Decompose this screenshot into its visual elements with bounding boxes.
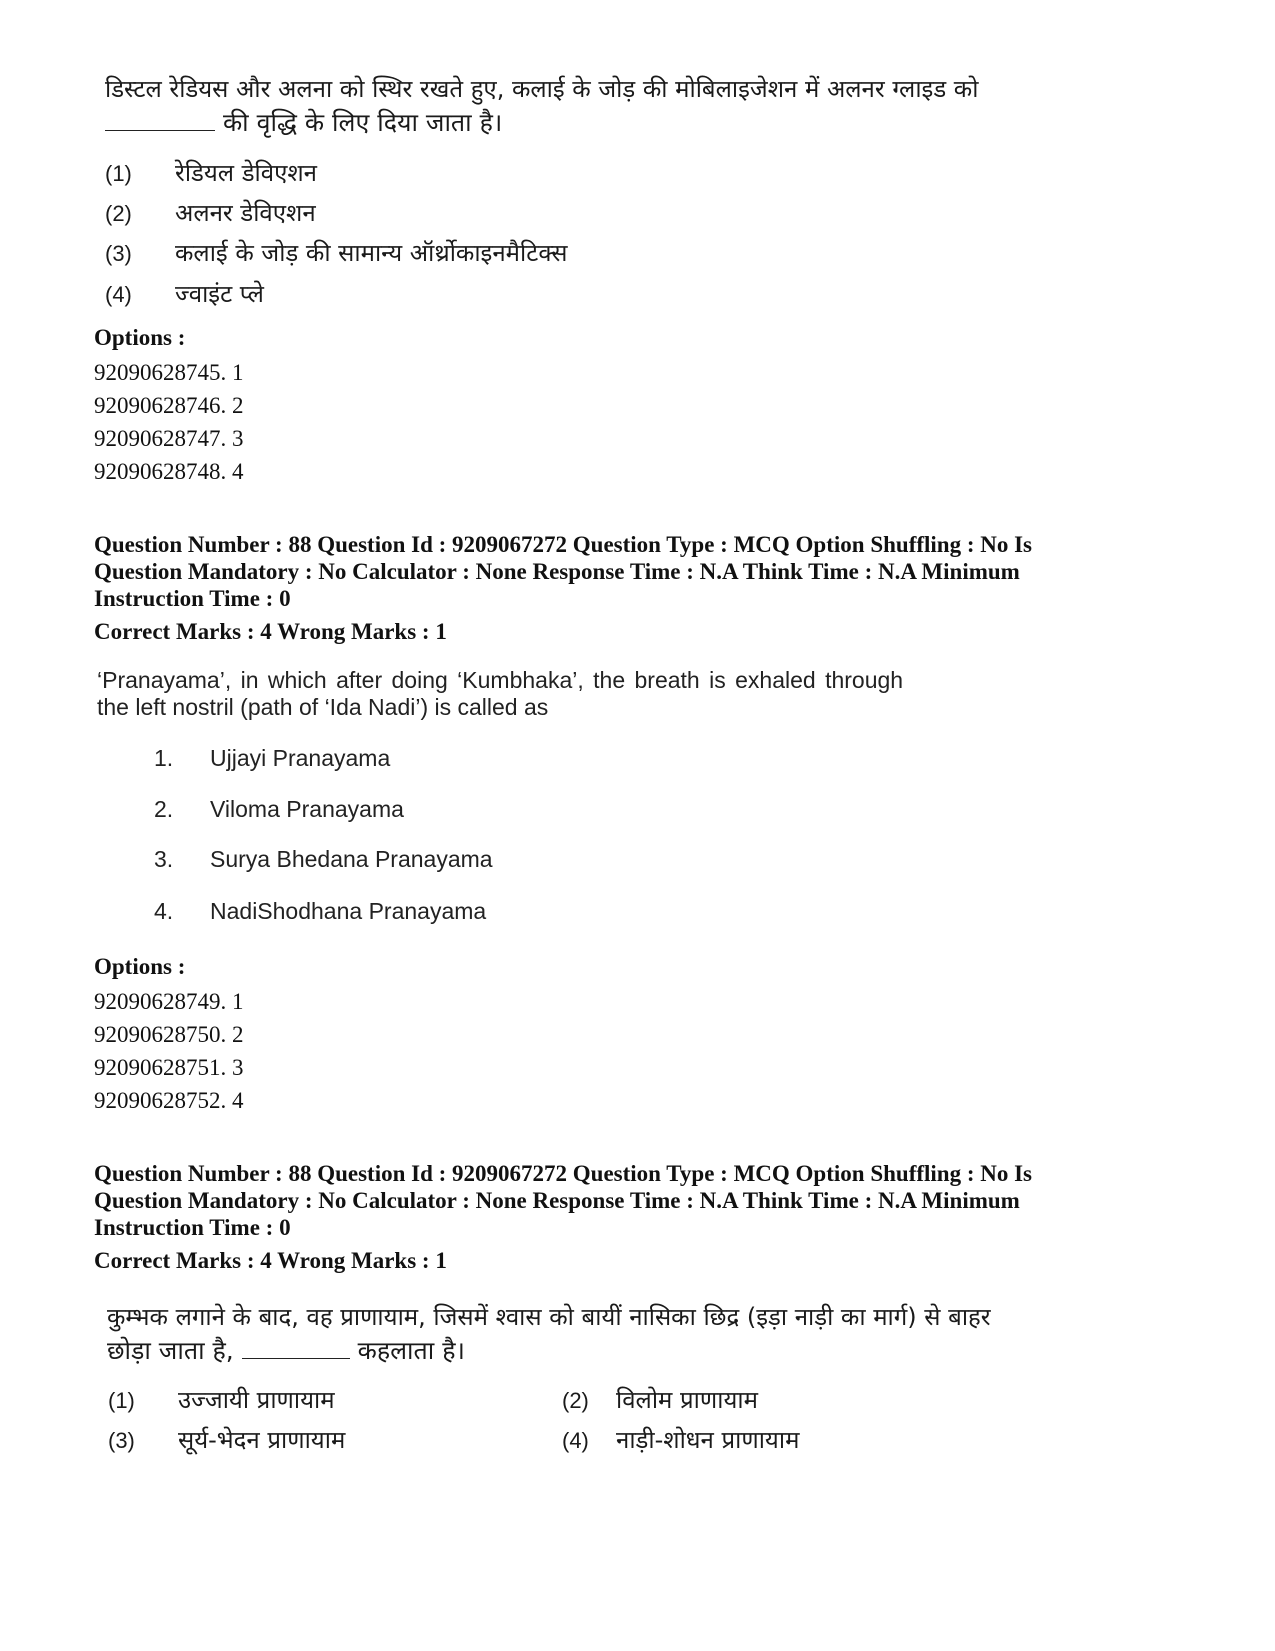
option-id-line: 92090628748. 4 [94, 459, 244, 484]
option-text: अलनर डेविएशन [175, 199, 316, 227]
question-text-line: the left nostril (path of ‘Ida Nadi’) is called as [97, 694, 549, 720]
option-number: (2) [562, 1388, 589, 1413]
option-number: (3) [108, 1428, 135, 1453]
english-option-1 [154, 745, 390, 772]
meta-line: Instruction Time : 0 [94, 1215, 291, 1240]
option-number: (2) [105, 201, 132, 226]
english-question-88 [97, 667, 997, 721]
question-text-after-blank: की वृद्धि के लिए दिया जाता है। [222, 108, 503, 137]
question-text-line: डिस्टल रेडियस और अलना को स्थिर रखते हुए, कलाई के जोड़ की मोबिलाइजेशन में अलनर ग्लाइड को [105, 75, 979, 103]
english-option-4 [154, 898, 486, 925]
option-text: रेडियल डेविएशन [175, 159, 318, 187]
fill-blank [242, 1336, 350, 1359]
english-option-3 [154, 846, 493, 873]
question-text-line [105, 106, 1185, 140]
question-text-line [107, 1334, 1187, 1368]
meta-line: Question Number : 88 Question Id : 9209067272 Question Type : MCQ Option Shuffling : No Is [94, 1161, 1033, 1186]
option-number: 4. [154, 898, 174, 924]
option-text: Surya Bhedana Pranayama [210, 846, 493, 872]
option-text: कलाई के जोड़ की सामान्य ऑर्थ्रोकाइनमैटिक्स [175, 239, 568, 267]
english-option-2 [154, 796, 404, 823]
option-id-line: 92090628749. 1 [94, 989, 244, 1014]
option-text: NadiShodhana Pranayama [210, 898, 487, 924]
option-number: 1. [154, 745, 174, 771]
option-number: (4) [105, 282, 132, 307]
hindi-option-1 [108, 1383, 335, 1416]
option-number: (3) [105, 241, 132, 266]
hindi-option-4 [562, 1423, 799, 1456]
hindi-option-2 [105, 196, 316, 229]
hindi-option-4 [105, 277, 264, 310]
question-meta [94, 1160, 1204, 1274]
hindi-option-3 [105, 236, 567, 269]
option-number: (4) [562, 1428, 589, 1453]
options-heading: Options : [94, 954, 186, 979]
option-id-line: 92090628751. 3 [94, 1055, 244, 1080]
meta-line: Question Mandatory : No Calculator : None Response Time : N.A Think Time : N.A Minimum [94, 559, 1020, 584]
option-id-line: 92090628752. 4 [94, 1088, 244, 1113]
question-text-before-blank: छोड़ा जाता है, [107, 1336, 234, 1365]
hindi-question-87 [105, 72, 1185, 140]
options-block [94, 954, 244, 1117]
hindi-question-88 [107, 1300, 1187, 1368]
question-text-line: कुम्भक लगाने के बाद, वह प्राणायाम, जिसमें श्वास को बायीं नासिका छिद्र (इड़ा नाड़ी का मार्ग) से बाहर [107, 1303, 991, 1331]
meta-line: Instruction Time : 0 [94, 586, 291, 611]
option-id-line: 92090628746. 2 [94, 393, 244, 418]
option-text: Ujjayi Pranayama [210, 745, 391, 771]
question-meta [94, 531, 1204, 645]
option-text: सूर्य-भेदन प्राणायाम [178, 1426, 346, 1454]
option-number: (1) [108, 1388, 135, 1413]
marks-line: Correct Marks : 4 Wrong Marks : 1 [94, 1248, 447, 1273]
meta-line: Question Mandatory : No Calculator : None Response Time : N.A Think Time : N.A Minimum [94, 1188, 1020, 1213]
option-text: विलोम प्राणायाम [616, 1386, 758, 1414]
options-block [94, 325, 244, 488]
option-id-line: 92090628747. 3 [94, 426, 244, 451]
option-number: 2. [154, 796, 174, 822]
option-text: नाड़ी-शोधन प्राणायाम [616, 1426, 800, 1454]
option-id-line: 92090628745. 1 [94, 360, 244, 385]
option-text: Viloma Pranayama [210, 796, 404, 822]
options-heading: Options : [94, 325, 186, 350]
option-number: 3. [154, 846, 174, 872]
hindi-option-2 [562, 1383, 758, 1416]
meta-line: Question Number : 88 Question Id : 9209067272 Question Type : MCQ Option Shuffling : No Is [94, 532, 1033, 557]
question-text-after-blank: कहलाता है। [357, 1336, 465, 1365]
option-number: (1) [105, 161, 132, 186]
option-text: ज्वाइंट प्ले [175, 280, 264, 308]
fill-blank [105, 108, 215, 131]
marks-line: Correct Marks : 4 Wrong Marks : 1 [94, 619, 447, 644]
option-id-line: 92090628750. 2 [94, 1022, 244, 1047]
hindi-option-3 [108, 1423, 345, 1456]
hindi-option-1 [105, 156, 317, 189]
option-text: उज्जायी प्राणायाम [178, 1386, 335, 1414]
question-text-line: ‘Pranayama’, in which after doing ‘Kumbhaka’, the breath is exhaled through [97, 667, 904, 693]
